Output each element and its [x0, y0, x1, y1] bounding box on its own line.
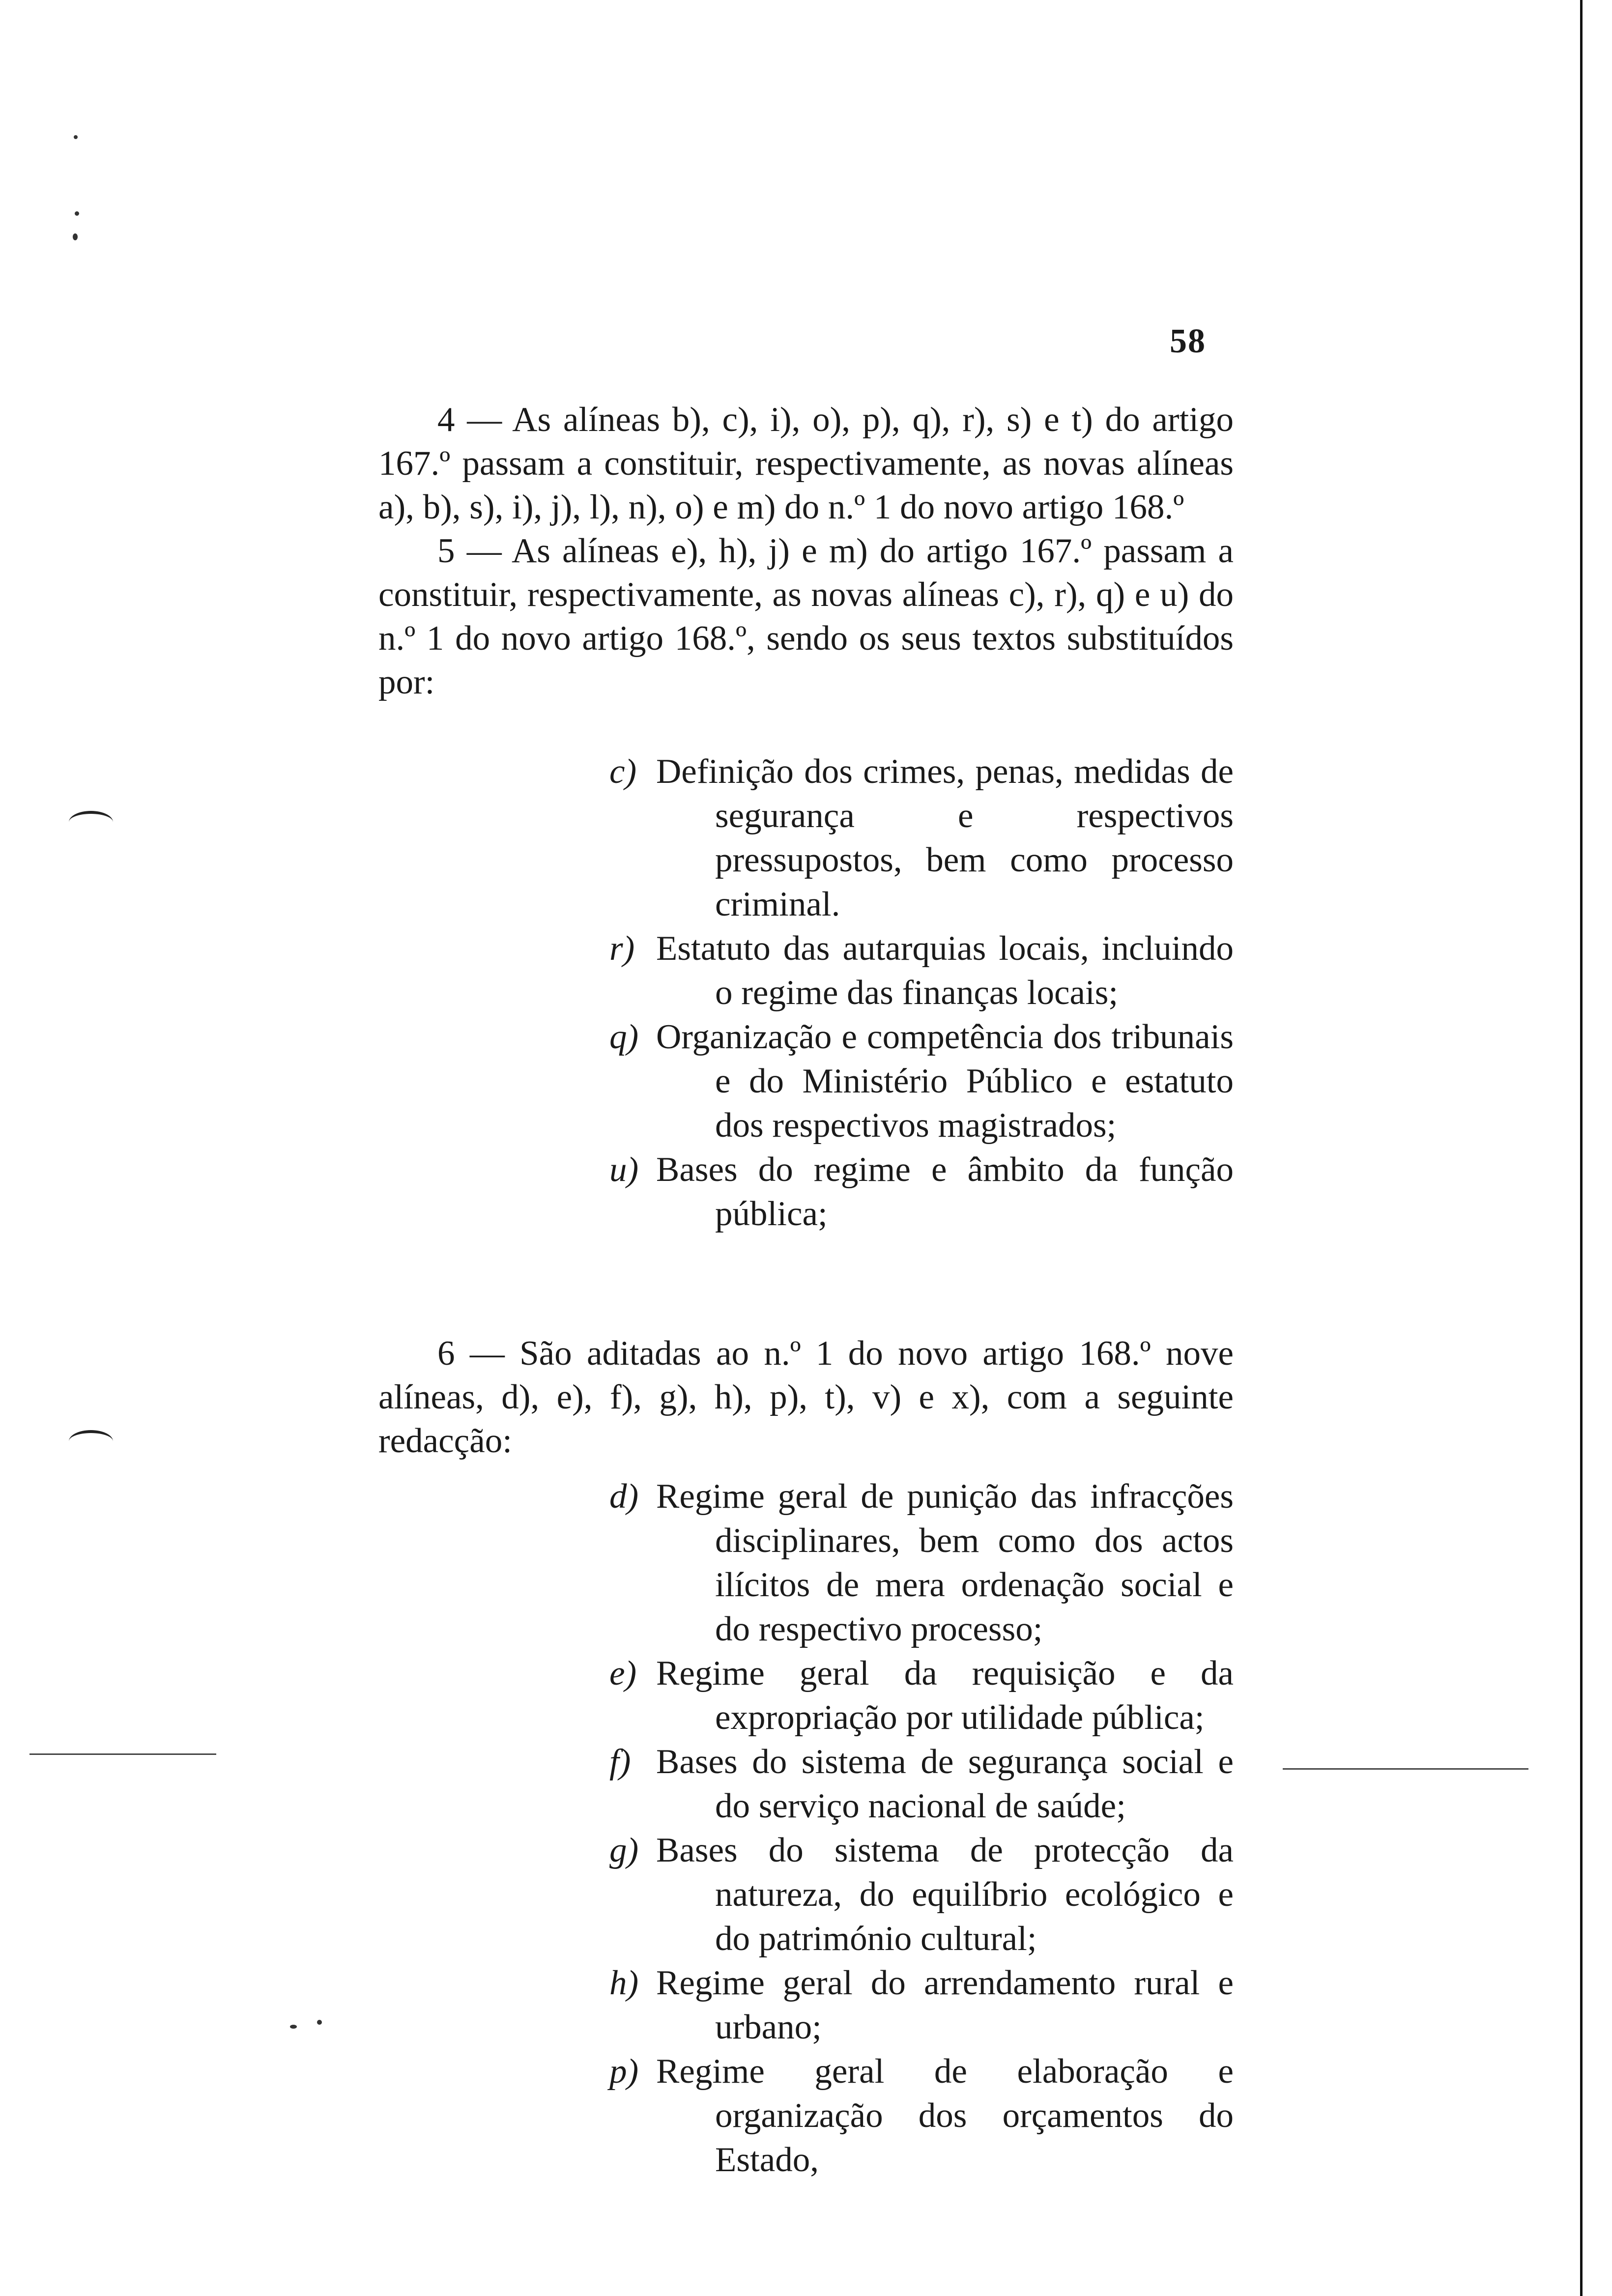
- list-item: p) Regime geral de elaboração e organização dos orçamentos do Estado,: [609, 2052, 1234, 2179]
- list-item: d) Regime geral de punição das infracções disciplinares, bem como dos actos ilícitos de mera ordenação social e do respectivo processo;: [609, 1477, 1234, 1648]
- scan-speck: [74, 135, 78, 139]
- paragraph-6-block: [378, 1332, 1234, 1463]
- list-item: r) Estatuto das autarquias locais, incluindo o regime das finanças locais;: [609, 929, 1234, 1012]
- list-item: c) Definição dos crimes, penas, medidas de segurança e respectivos pressupostos, bem como processo criminal.: [609, 752, 1234, 923]
- list-item: e) Regime geral da requisição e da expropriação por utilidade pública;: [609, 1654, 1234, 1737]
- list-paragraph-6: [609, 1474, 1234, 2182]
- scan-mark: [69, 1430, 113, 1453]
- list-item: u) Bases do regime e âmbito da função pública;: [609, 1150, 1234, 1233]
- page-edge-line: [1580, 0, 1583, 2296]
- list-item: f) Bases do sistema de segurança social e do serviço nacional de saúde;: [609, 1743, 1234, 1825]
- scan-speck: [317, 2020, 322, 2025]
- list-paragraph-5: [609, 749, 1234, 1236]
- paragraph-4-5: [378, 398, 1234, 704]
- scan-dash: [1283, 1768, 1528, 1770]
- paragraph-6: 6 — São aditadas ao n.º 1 do novo artigo 168.º nove alíneas, d), e), f), g), h), p), t), v) e x), com a seguinte redacção:: [378, 1334, 1234, 1460]
- scan-mark: [69, 811, 113, 833]
- scan-speck: [290, 2025, 297, 2029]
- paragraph-4: 4 — As alíneas b), c), i), o), p), q), r), s) e t) do artigo 167.º passam a constituir, respectivamente, as novas alíneas a), b), s), i), j), l), n), o) e m) do n.º 1 do novo artigo 168.º: [378, 401, 1234, 526]
- scan-speck: [73, 233, 78, 240]
- page-number: 58: [1170, 322, 1206, 360]
- paragraph-5: 5 — As alíneas e), h), j) e m) do artigo 167.º passam a constituir, respectivamente, as novas alíneas c), r), q) e u) do n.º 1 do novo artigo 168.º, sendo os seus textos substituídos por:: [378, 532, 1234, 701]
- scan-speck: [75, 211, 79, 216]
- list-item: h) Regime geral do arrendamento rural e urbano;: [609, 1964, 1234, 2046]
- scan-dash: [29, 1753, 216, 1755]
- list-item: q) Organização e competência dos tribunais e do Ministério Público e estatuto dos respectivos magistrados;: [609, 1018, 1234, 1145]
- list-item: g) Bases do sistema de protecção da natureza, do equilíbrio ecológico e do património cultural;: [609, 1831, 1234, 1958]
